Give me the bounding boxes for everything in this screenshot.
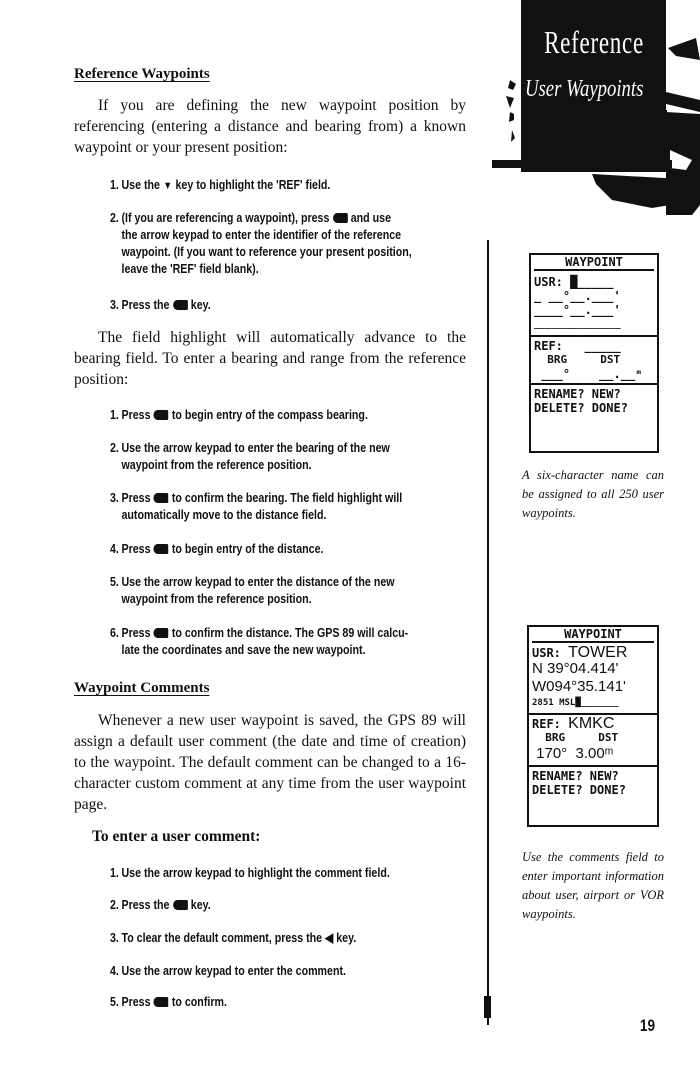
step-text: Press [121, 407, 151, 422]
longitude-field: ____°__.___' [534, 303, 621, 317]
step-number: 3. [110, 490, 119, 505]
step-text: Press the [121, 297, 170, 312]
step-number: 5. [110, 994, 119, 1009]
step-text: Use the [121, 177, 160, 192]
tab-subtitle: User Waypoints [525, 76, 644, 102]
tab-title: Reference [544, 24, 644, 60]
step-number: 2. [110, 210, 119, 225]
usr-value: █_____ [570, 275, 614, 289]
comment-step-4 [110, 962, 438, 979]
step-number: 2. [110, 440, 119, 455]
reference-intro-paragraph: If you are defining the new waypoint position by referencing (entering a distance and bearing from) a known waypoint or your present position: [74, 97, 466, 156]
step-text: Press [121, 625, 151, 640]
step-text: late the coordinates and save the new waypoint. [121, 642, 366, 657]
dst-label: DST [600, 353, 621, 366]
comment-field: ________________ [534, 320, 621, 330]
comment-step-2 [110, 896, 438, 913]
menu-row-1: RENAME? NEW? [534, 387, 621, 401]
screen2-caption: Use the comments field to enter important information about user, airport or VOR waypoints. [522, 850, 664, 921]
bearing-paragraph: The field highlight will automatically advance to the bearing field. To enter a bearing and range from the reference position: [74, 329, 466, 388]
step-text: waypoint from the reference position. [121, 457, 312, 472]
ref-row [531, 339, 657, 353]
menu-row-1: RENAME? NEW? [532, 769, 619, 783]
step-text: waypoint. (If you want to reference your present position, [121, 244, 412, 259]
bearing-step-5 [110, 573, 438, 607]
step-number: 3. [110, 930, 119, 945]
step-text: leave the 'REF' field blank). [121, 261, 259, 276]
reference-waypoints-heading: Reference Waypoints [74, 66, 210, 82]
ref-label: REF: [532, 717, 561, 731]
enter-key-icon [173, 900, 188, 910]
usr-label: USR: [532, 646, 561, 660]
step-text: automatically move to the distance field. [121, 507, 327, 522]
step-text: Press [121, 541, 151, 556]
step-text: Use the arrow keypad to enter the bearing of the new [121, 440, 390, 455]
step-number: 4. [110, 963, 119, 978]
step-text: (If you are referencing a waypoint), press [121, 210, 330, 225]
step-text: waypoint from the reference position. [121, 591, 312, 606]
step-text: Press [121, 490, 151, 505]
screen-divider [531, 335, 657, 337]
comment-step-1 [110, 864, 438, 881]
brg-value: 170° [536, 745, 568, 762]
brg-dst-labels [531, 353, 657, 367]
brg-value: ___° [541, 367, 571, 381]
step-number: 5. [110, 574, 119, 589]
usr-row [529, 646, 657, 660]
dst-value: 3.00ᵐ [575, 745, 614, 762]
step-text: the arrow keypad to enter the identifier of the reference [121, 227, 402, 242]
bearing-step-4 [110, 540, 438, 557]
step-text: Use the arrow keypad to highlight the comment field. [121, 865, 390, 880]
brg-dst-values [529, 745, 657, 763]
section-tab [521, 0, 667, 172]
enter-key-icon [154, 628, 169, 638]
brg-label: BRG [545, 731, 566, 744]
enter-key-icon [154, 997, 169, 1007]
step-text: To clear the default comment, press the ◀ key. [121, 930, 357, 945]
step-text: key to highlight the 'REF' field. [175, 177, 331, 192]
step-text: Use the arrow keypad to enter the distance of the new [121, 574, 395, 589]
tab-decoration-bottom [492, 160, 700, 220]
enter-key-icon [333, 213, 348, 223]
enter-key-icon [154, 544, 169, 554]
step-number: 4. [110, 541, 119, 556]
enter-comment-subheading: To enter a user comment: [92, 828, 261, 845]
side-rule [487, 240, 489, 1025]
step-text: Press [121, 994, 151, 1009]
comment-step-5 [110, 993, 438, 1010]
waypoint-comments-heading: Waypoint Comments [74, 680, 210, 696]
comments-paragraph: Whenever a new user waypoint is saved, the GPS 89 will assign a default user comment (the date and time of creation) to the waypoint. The default comment can be changed to a 16-character custom comment at any time from the user waypoint page. [74, 712, 466, 813]
step-number: 1. [110, 865, 119, 880]
enter-key-icon [154, 493, 169, 503]
usr-row [531, 275, 657, 289]
step-text: to confirm. [171, 994, 227, 1009]
step-number: 1. [110, 407, 119, 422]
ref-row [529, 717, 657, 731]
step-text: key. [190, 297, 211, 312]
longitude-field: W094°35.141' [532, 678, 626, 695]
comment-field: 2851 MSL█_______ [532, 698, 619, 708]
bearing-step-3 [110, 489, 438, 523]
bearing-step-6 [110, 624, 438, 658]
ref-label: REF: [534, 339, 563, 353]
step-text: to begin entry of the compass bearing. [171, 407, 368, 422]
brg-dst-labels [529, 731, 657, 745]
step-number: 1. [110, 177, 119, 192]
dst-value: __.__ᵐ [599, 367, 643, 381]
down-arrow-icon: ▼ [163, 180, 173, 192]
screen1-caption: A six-character name can be assigned to all 250 user waypoints. [522, 468, 664, 520]
brg-label: BRG [547, 353, 568, 366]
screen-divider [529, 765, 657, 767]
gps-waypoint-screen-blank [529, 253, 659, 453]
latitude-field: _ __°__.___' [534, 289, 621, 303]
step-text: Press the [121, 897, 170, 912]
step-text: to confirm the bearing. The field highlight will [171, 490, 403, 505]
step-number: 3. [110, 297, 119, 312]
bearing-step-2 [110, 439, 438, 473]
step-text: and use [350, 210, 392, 225]
enter-key-icon [173, 300, 188, 310]
menu-row-2: DELETE? DONE? [532, 783, 626, 797]
latitude-field: N 39°04.414' [532, 660, 619, 677]
step-number: 2. [110, 897, 119, 912]
step-text: Use the arrow keypad to enter the comment. [121, 963, 346, 978]
step-text: key. [190, 897, 211, 912]
ref-value: KMKC [568, 715, 615, 732]
ref-step-2 [110, 209, 438, 277]
ref-step-1 [110, 176, 438, 195]
enter-key-icon [154, 410, 169, 420]
gps-waypoint-screen-filled [527, 625, 659, 827]
screen-divider [531, 383, 657, 385]
bearing-step-1 [110, 406, 438, 423]
screen-title: WAYPOINT [534, 255, 654, 271]
usr-value: TOWER [568, 644, 628, 661]
page-number: 19 [639, 1016, 656, 1035]
menu-row-2: DELETE? DONE? [534, 401, 628, 415]
step-text: to begin entry of the distance. [171, 541, 324, 556]
step-number: 6. [110, 625, 119, 640]
ref-step-3 [110, 296, 438, 313]
tab-decoration-left [496, 68, 524, 160]
side-rule-marker [484, 996, 491, 1018]
ref-value: _____ [584, 339, 621, 353]
usr-label: USR: [534, 275, 563, 289]
dst-label: DST [598, 731, 619, 744]
step-text: to confirm the distance. The GPS 89 will calcu- [171, 625, 409, 640]
brg-dst-values [531, 367, 657, 381]
screen-title: WAYPOINT [532, 627, 654, 643]
comment-step-3 [110, 929, 438, 946]
